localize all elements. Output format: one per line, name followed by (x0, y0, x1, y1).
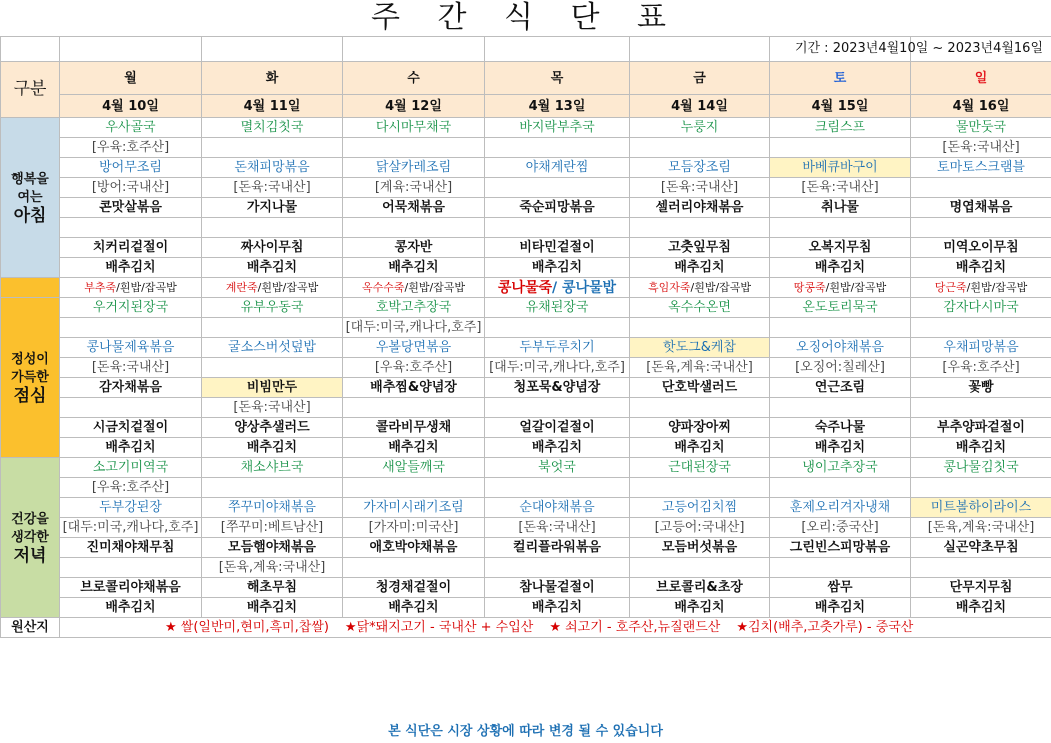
breakfast-menu-item: [돈육:국내산] (202, 178, 343, 198)
lunch-menu-item (630, 318, 770, 338)
day-date-tue: 4월 11일 (202, 95, 343, 118)
porridge-item (60, 278, 202, 298)
lunch-menu-item (343, 398, 485, 418)
lunch-menu-item: 청포묵&양념장 (485, 378, 630, 398)
breakfast-label-line: 행복을 (11, 171, 49, 187)
dinner-row (1, 458, 1051, 478)
breakfast-menu-item (911, 178, 1051, 198)
day-date-thu: 4월 13일 (485, 95, 630, 118)
lunch-menu-item: 콩나물제육볶음 (60, 338, 202, 358)
dinner-menu-item: 근대된장국 (630, 458, 770, 478)
lunch-row (1, 378, 1051, 398)
dinner-menu-item: 그린빈스피망볶음 (770, 538, 911, 558)
day-date-sat: 4월 15일 (770, 95, 911, 118)
dinner-menu-item: 컬리플라워볶음 (485, 538, 630, 558)
breakfast-menu-item: 방어무조림 (60, 158, 202, 178)
dinner-menu-item: [오리:중국산] (770, 518, 911, 538)
dinner-menu-item: 모듬버섯볶음 (630, 538, 770, 558)
dinner-menu-item: [가자미:미국산] (343, 518, 485, 538)
lunch-menu-item: 온도토리묵국 (770, 298, 911, 318)
breakfast-menu-item: 취나물 (770, 198, 911, 218)
breakfast-menu-item: 고춧잎무침 (630, 238, 770, 258)
lunch-menu-item: [오징어:칠레산] (770, 358, 911, 378)
dinner-row (1, 498, 1051, 518)
lunch-menu-item: 우채피망볶음 (911, 338, 1051, 358)
porridge-name: 옥수수죽 (361, 280, 405, 294)
breakfast-menu-item: 멸치김칫국 (202, 118, 343, 138)
breakfast-row (1, 238, 1051, 258)
dinner-menu-item: 브로콜리야채볶음 (60, 578, 202, 598)
dinner-menu-item: 콩나물김칫국 (911, 458, 1051, 478)
breakfast-row (1, 158, 1051, 178)
dinner-menu-item: 배추김치 (60, 598, 202, 618)
breakfast-menu-item: 콩자반 (343, 238, 485, 258)
dinner-menu-item (770, 558, 911, 578)
dinner-menu-item: 두부강된장 (60, 498, 202, 518)
lunch-menu-item: 단호박샐러드 (630, 378, 770, 398)
origin-label: 원산지 (1, 618, 60, 638)
lunch-row (1, 318, 1051, 338)
lunch-menu-item: 양상추샐러드 (202, 418, 343, 438)
breakfast-menu-item (202, 218, 343, 238)
category-header: 구분 (1, 62, 60, 118)
breakfast-menu-item (485, 138, 630, 158)
lunch-menu-item: 꽃빵 (911, 378, 1051, 398)
porridge-name: 땅콩죽 (793, 280, 826, 294)
breakfast-menu-item: 닭살카레조림 (343, 158, 485, 178)
dinner-row (1, 598, 1051, 618)
lunch-menu-item: 연근조림 (770, 378, 911, 398)
dinner-menu-item (770, 478, 911, 498)
breakfast-menu-item (770, 218, 911, 238)
date-header-row (1, 95, 1051, 118)
dinner-menu-item: [우육:호주산] (60, 478, 202, 498)
breakfast-menu-item: 돈채피망볶음 (202, 158, 343, 178)
dinner-label-line: 건강을 (11, 511, 49, 527)
dinner-menu-item (630, 558, 770, 578)
breakfast-menu-item (630, 218, 770, 238)
porridge-item (485, 278, 630, 298)
porridge-rice: /흰밥/잡곡밥 (966, 280, 1028, 294)
breakfast-menu-item: 크림스프 (770, 118, 911, 138)
lunch-row (1, 398, 1051, 418)
origin-info (60, 618, 1051, 638)
breakfast-menu-item: 누룽지 (630, 118, 770, 138)
breakfast-row (1, 258, 1051, 278)
dinner-menu-item: 애호박야채볶음 (343, 538, 485, 558)
lunch-menu-item: 배추김치 (770, 438, 911, 458)
breakfast-menu-item: 배추김치 (60, 258, 202, 278)
lunch-menu-item: 옥수수온면 (630, 298, 770, 318)
lunch-menu-item (485, 318, 630, 338)
breakfast-menu-item (343, 218, 485, 238)
lunch-menu-item: 호박고추장국 (343, 298, 485, 318)
dinner-menu-item: 소고기미역국 (60, 458, 202, 478)
lunch-menu-item (630, 398, 770, 418)
dinner-label-line: 생각한 (11, 529, 49, 545)
lunch-label (1, 298, 60, 458)
day-name-mon: 월 (60, 62, 202, 95)
lunch-menu-item: 숙주나물 (770, 418, 911, 438)
lunch-menu-item: [우육:호주산] (343, 358, 485, 378)
porridge-rice: /흰밥/잡곡밥 (404, 280, 466, 294)
dinner-menu-item: 진미채야채무침 (60, 538, 202, 558)
lunch-menu-item (911, 318, 1051, 338)
day-date-fri: 4월 14일 (630, 95, 770, 118)
lunch-menu-item: 비빔만두 (202, 378, 343, 398)
origin-item: ★ 쇠고기 - 호주산,뉴질랜드산 (549, 619, 721, 635)
dinner-menu-item (202, 478, 343, 498)
day-name-thu: 목 (485, 62, 630, 95)
breakfast-menu-item (343, 138, 485, 158)
dinner-menu-item: 배추김치 (202, 598, 343, 618)
breakfast-menu-item: [방어:국내산] (60, 178, 202, 198)
lunch-menu-item: 배추찜&양념장 (343, 378, 485, 398)
dinner-menu-item: 청경채겉절이 (343, 578, 485, 598)
dinner-menu-item: 냉이고추장국 (770, 458, 911, 478)
origin-item: ★닭*돼지고기 - 국내산 + 수입산 (344, 619, 534, 635)
breakfast-menu-item: 콘맛살볶음 (60, 198, 202, 218)
porridge-item (343, 278, 485, 298)
lunch-menu-item: 감자다시마국 (911, 298, 1051, 318)
breakfast-menu-item: 야채계란찜 (485, 158, 630, 178)
notice-text: 본 식단은 시장 상황에 따라 변경 될 수 있습니다 (388, 724, 663, 739)
dinner-menu-item: 쌈무 (770, 578, 911, 598)
lunch-menu-item (60, 398, 202, 418)
lunch-menu-item (485, 398, 630, 418)
breakfast-menu-item: 셀러리야채볶음 (630, 198, 770, 218)
lunch-menu-item: 우거지된장국 (60, 298, 202, 318)
breakfast-menu-item: 오복지무침 (770, 238, 911, 258)
lunch-menu-item: [대두:미국,캐나다,호주] (485, 358, 630, 378)
breakfast-menu-item: 토마토스크램블 (911, 158, 1051, 178)
origin-item: ★김치(배추,고춧가루) - 중국산 (736, 619, 914, 635)
breakfast-menu-item: 우사골국 (60, 118, 202, 138)
lunch-menu-item: 유채된장국 (485, 298, 630, 318)
lunch-menu-item: 배추김치 (60, 438, 202, 458)
porridge-rice: /흰밥/잡곡밥 (257, 280, 319, 294)
breakfast-label (1, 118, 60, 278)
breakfast-menu-item: 물만둣국 (911, 118, 1051, 138)
porridge-rice: /흰밥/잡곡밥 (825, 280, 887, 294)
breakfast-label-line: 아침 (13, 205, 47, 226)
menu-period: 기간 : 2023년4월10일 ~ 2023년4월16일 (794, 41, 1043, 56)
porridge-rice: /흰밥/잡곡밥 (116, 280, 177, 294)
breakfast-menu-item (485, 218, 630, 238)
lunch-menu-item: 오징어야채볶음 (770, 338, 911, 358)
dinner-row (1, 518, 1051, 538)
porridge-name: 계란죽 (225, 280, 258, 294)
lunch-menu-item: 우볼당면볶음 (343, 338, 485, 358)
dinner-label-line: 저녁 (13, 545, 47, 566)
lunch-row (1, 298, 1051, 318)
breakfast-menu-item: 어묵채볶음 (343, 198, 485, 218)
dinner-menu-item: 배추김치 (343, 598, 485, 618)
breakfast-menu-item: 죽순피망볶음 (485, 198, 630, 218)
lunch-menu-item (202, 358, 343, 378)
dinner-menu-item: 참나물겉절이 (485, 578, 630, 598)
breakfast-menu-item: 비타민겉절이 (485, 238, 630, 258)
porridge-item (770, 278, 911, 298)
breakfast-menu-item: 짜사이무침 (202, 238, 343, 258)
lunch-menu-item: [대두:미국,캐나다,호주] (343, 318, 485, 338)
lunch-menu-item (770, 318, 911, 338)
breakfast-menu-item: 바지락부추국 (485, 118, 630, 138)
day-date-wed: 4월 12일 (343, 95, 485, 118)
dinner-menu-item: 배추김치 (630, 598, 770, 618)
day-name-sun: 일 (911, 62, 1051, 95)
lunch-row (1, 438, 1051, 458)
day-name-fri: 금 (630, 62, 770, 95)
lunch-menu-item: 감자채볶음 (60, 378, 202, 398)
breakfast-row (1, 118, 1051, 138)
dinner-menu-item (630, 478, 770, 498)
breakfast-menu-item: 배추김치 (202, 258, 343, 278)
breakfast-menu-item: 모듬장조림 (630, 158, 770, 178)
porridge-name: 콩나물죽 (497, 279, 552, 296)
breakfast-menu-item: [계육:국내산] (343, 178, 485, 198)
breakfast-menu-item: 미역오이무침 (911, 238, 1051, 258)
dinner-menu-item: [돈육,계육:국내산] (202, 558, 343, 578)
breakfast-menu-item: 배추김치 (911, 258, 1051, 278)
day-header-row (1, 62, 1051, 95)
breakfast-menu-item (202, 138, 343, 158)
lunch-menu-item: 배추김치 (630, 438, 770, 458)
origin-item: ★ 쌀(일반미,현미,흑미,찹쌀) (165, 619, 329, 635)
day-date-mon: 4월 10일 (60, 95, 202, 118)
breakfast-menu-item: [우육:호주산] (60, 138, 202, 158)
dinner-row (1, 538, 1051, 558)
lunch-menu-item (770, 398, 911, 418)
dinner-menu-item: 새알들깨국 (343, 458, 485, 478)
dinner-menu-item: [돈육,계육:국내산] (911, 518, 1051, 538)
lunch-menu-item: [우육:호주산] (911, 358, 1051, 378)
lunch-menu-item: 양파장아찌 (630, 418, 770, 438)
breakfast-menu-item (485, 178, 630, 198)
day-name-tue: 화 (202, 62, 343, 95)
lunch-row (1, 418, 1051, 438)
dinner-menu-item: 배추김치 (770, 598, 911, 618)
breakfast-menu-item (60, 218, 202, 238)
dinner-row (1, 478, 1051, 498)
breakfast-row (1, 178, 1051, 198)
lunch-menu-item: 시금치겉절이 (60, 418, 202, 438)
dinner-menu-item (60, 558, 202, 578)
day-name-wed: 수 (343, 62, 485, 95)
lunch-menu-item: [돈육:국내산] (202, 398, 343, 418)
breakfast-row (1, 138, 1051, 158)
origin-row (1, 618, 1051, 638)
breakfast-menu-item: [돈육:국내산] (770, 178, 911, 198)
lunch-menu-item: 두부두루치기 (485, 338, 630, 358)
dinner-menu-item (485, 478, 630, 498)
dinner-menu-item: 배추김치 (911, 598, 1051, 618)
dinner-menu-item: 브로콜리&초장 (630, 578, 770, 598)
dinner-menu-item: [고등어:국내산] (630, 518, 770, 538)
porridge-rice: / 콩나물밥 (552, 279, 617, 296)
porridge-name: 당근죽 (934, 280, 967, 294)
porridge-row (1, 278, 1051, 298)
breakfast-menu-item (770, 138, 911, 158)
breakfast-menu-item: [돈육:국내산] (630, 178, 770, 198)
day-name-sat: 토 (770, 62, 911, 95)
breakfast-row (1, 218, 1051, 238)
dinner-menu-item: [돈육:국내산] (485, 518, 630, 538)
lunch-menu-item (60, 318, 202, 338)
breakfast-row (1, 198, 1051, 218)
lunch-menu-item (202, 318, 343, 338)
lunch-menu-item: [돈육:국내산] (60, 358, 202, 378)
porridge-item (911, 278, 1051, 298)
dinner-row (1, 578, 1051, 598)
dinner-menu-item: 해초무침 (202, 578, 343, 598)
dinner-menu-item: 배추김치 (485, 598, 630, 618)
page-title: 주 간 식 단 표 (370, 0, 681, 35)
dinner-menu-item: [쭈꾸미:베트남산] (202, 518, 343, 538)
breakfast-menu-item: 배추김치 (485, 258, 630, 278)
lunch-menu-item: 콜라비무생채 (343, 418, 485, 438)
lunch-label-line: 정성이 (11, 351, 49, 367)
breakfast-menu-item: [돈육:국내산] (911, 138, 1051, 158)
dinner-menu-item: 채소샤브국 (202, 458, 343, 478)
porridge-item (202, 278, 343, 298)
breakfast-menu-item: 배추김치 (630, 258, 770, 278)
breakfast-menu-item: 가지나물 (202, 198, 343, 218)
porridge-rice: /흰밥/잡곡밥 (690, 280, 752, 294)
dinner-menu-item: 쭈꾸미야채볶음 (202, 498, 343, 518)
breakfast-menu-item: 배추김치 (770, 258, 911, 278)
dinner-menu-item: [대두:미국,캐나다,호주] (60, 518, 202, 538)
dinner-menu-item: 순대야채볶음 (485, 498, 630, 518)
breakfast-menu-item: 명엽채볶음 (911, 198, 1051, 218)
day-date-sun: 4월 16일 (911, 95, 1051, 118)
dinner-menu-item (911, 558, 1051, 578)
dinner-menu-item: 고등어김치찜 (630, 498, 770, 518)
lunch-label-line: 점심 (13, 385, 47, 406)
weekly-menu-table (0, 36, 1051, 638)
dinner-row (1, 558, 1051, 578)
breakfast-label-line: 여는 (17, 189, 43, 205)
dinner-menu-item: 실곤약초무침 (911, 538, 1051, 558)
breakfast-menu-item (911, 218, 1051, 238)
lunch-menu-item: 배추김치 (911, 438, 1051, 458)
dinner-menu-item: 북엇국 (485, 458, 630, 478)
dinner-menu-item: 가자미시래기조림 (343, 498, 485, 518)
breakfast-menu-item: 다시마무채국 (343, 118, 485, 138)
dinner-menu-item (343, 558, 485, 578)
lunch-menu-item: 배추김치 (485, 438, 630, 458)
breakfast-menu-item: 바베큐바구이 (770, 158, 911, 178)
dinner-menu-item (485, 558, 630, 578)
dinner-menu-item (911, 478, 1051, 498)
dinner-label (1, 458, 60, 618)
lunch-menu-item: 핫도그&케찹 (630, 338, 770, 358)
dinner-menu-item: 모듬햄야채볶음 (202, 538, 343, 558)
breakfast-menu-item: 치커리겉절이 (60, 238, 202, 258)
lunch-row (1, 338, 1051, 358)
dinner-menu-item: 미트볼하이라이스 (911, 498, 1051, 518)
lunch-row (1, 358, 1051, 378)
dinner-menu-item: 단무지무침 (911, 578, 1051, 598)
porridge-item (630, 278, 770, 298)
lunch-menu-item: 부추양파겉절이 (911, 418, 1051, 438)
breakfast-menu-item: 배추김치 (343, 258, 485, 278)
dinner-menu-item (343, 478, 485, 498)
lunch-menu-item: 배추김치 (343, 438, 485, 458)
lunch-menu-item: [돈육,계육:국내산] (630, 358, 770, 378)
lunch-menu-item: 배추김치 (202, 438, 343, 458)
lunch-menu-item: 굴소스버섯덮밥 (202, 338, 343, 358)
dinner-menu-item: 훈제오리겨자냉채 (770, 498, 911, 518)
breakfast-menu-item (630, 138, 770, 158)
lunch-menu-item: 유부우동국 (202, 298, 343, 318)
lunch-menu-item (911, 398, 1051, 418)
lunch-menu-item: 얼갈이겉절이 (485, 418, 630, 438)
lunch-label-line: 가득한 (11, 369, 49, 385)
porridge-name: 부추죽 (84, 280, 117, 294)
porridge-name: 흑임자죽 (647, 280, 691, 294)
